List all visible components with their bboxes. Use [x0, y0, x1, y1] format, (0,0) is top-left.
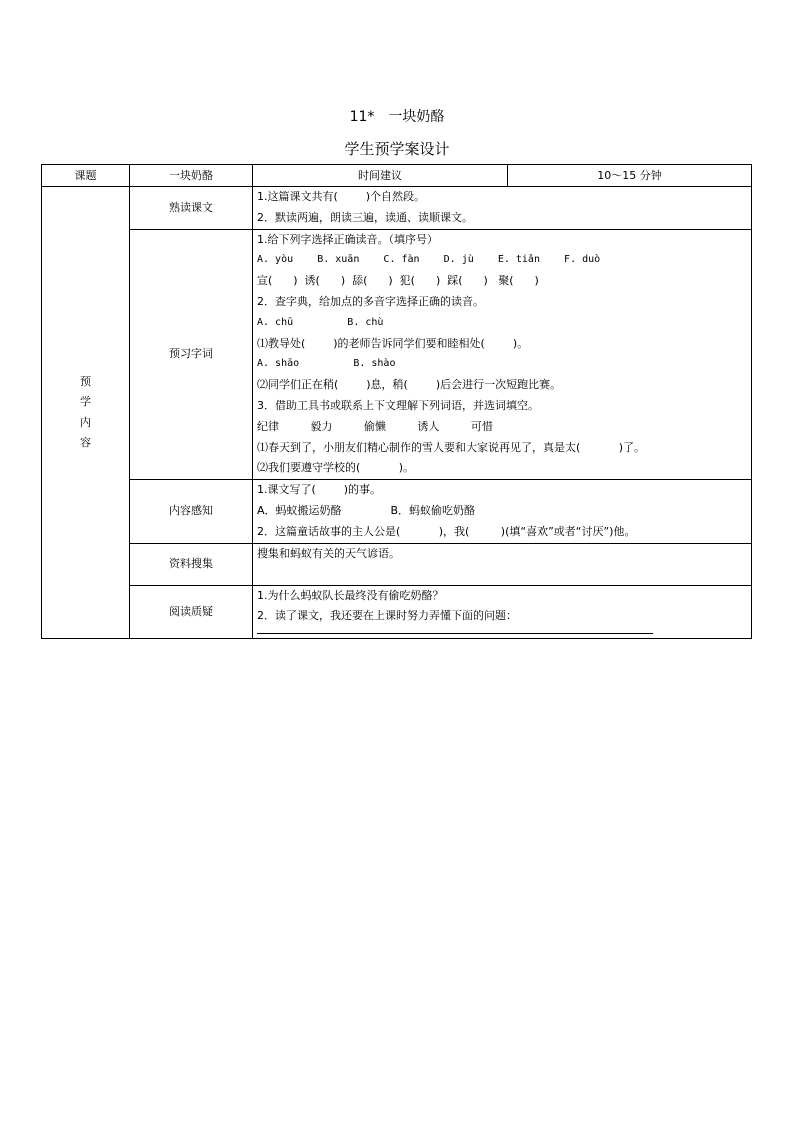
lesson-title: 一块奶酪 [388, 109, 445, 125]
content-line: 1.为什么蚂蚁队长最终没有偷吃奶酪？ [257, 588, 444, 602]
answer-blank-line[interactable] [257, 633, 653, 634]
content-line: 1.这篇课文共有( )个自然段。 [257, 190, 426, 203]
content-line: 2．默读两遍，朗读三遍，读通、读顺课文。 [257, 210, 473, 224]
time-label: 时间建议 [253, 165, 508, 187]
content-line: 1.课文写了( )的事。 [257, 483, 382, 497]
content-line: 搜集和蚂蚁有关的天气谚语。 [257, 546, 400, 560]
section-label: 内容感知 [130, 480, 253, 543]
topic-value: 一块奶酪 [130, 165, 253, 187]
section-row-vocabulary [42, 229, 752, 480]
side-char: 预 [80, 374, 91, 388]
lesson-number: 11* [349, 109, 375, 125]
side-char: 内 [80, 415, 91, 429]
content-line: A. yòu B. xuān C. fàn D. jù E. tiǎn F. duò [257, 254, 601, 266]
content-line: 2．这篇童话故事的主人公是( )，我( )(填“喜欢”或者“讨厌”)他。 [257, 524, 636, 538]
section-row-research [42, 543, 752, 585]
section-row-questions [42, 585, 752, 639]
preview-content-label [42, 187, 130, 639]
table-header-row [42, 165, 752, 187]
section-content [253, 229, 752, 480]
content-line: 2．查字典，给加点的多音字选择正确的读音。 [257, 294, 484, 308]
section-content [253, 585, 752, 639]
section-content [253, 187, 752, 230]
side-char: 学 [80, 395, 91, 409]
content-line: 2．读了课文，我还要在上课时努力弄懂下面的问题： [257, 609, 517, 623]
preview-plan-table [41, 164, 752, 639]
topic-label: 课题 [42, 165, 130, 187]
section-content [253, 543, 752, 585]
content-line: 3．借助工具书或联系上下文理解下列词语，并选词填空。 [257, 398, 539, 412]
section-label: 阅读质疑 [130, 585, 253, 639]
section-content [253, 480, 752, 543]
section-row-comprehension [42, 480, 752, 543]
content-line: ⑴春天到了，小朋友们精心制作的雪人要和大家说再见了，真是太( )了。 [257, 440, 646, 454]
section-label: 预习字词 [130, 229, 253, 480]
content-line: 宣( ) 诱( ) 舔( ) 犯( ) 踩( ) 聚( ) [257, 274, 539, 288]
side-char: 容 [80, 436, 91, 450]
content-line: A. shāo B. shào [257, 358, 396, 370]
page-subtitle: 学生预学案设计 [344, 140, 450, 158]
content-line: A．蚂蚁搬运奶酪 B．蚂蚁偷吃奶酪 [257, 503, 476, 517]
content-line: 纪律 毅力 偷懒 诱人 可惜 [257, 419, 493, 433]
lesson-heading [0, 106, 794, 126]
time-value: 10～15 分钟 [508, 165, 752, 187]
section-label: 熟读课文 [130, 187, 253, 230]
content-line: ⑴教导处( )的老师告诉同学们要和睦相处( )。 [257, 336, 529, 350]
section-label: 资料搜集 [130, 543, 253, 585]
content-line: 1.给下列字选择正确读音。（填序号） [257, 232, 438, 246]
section-row-reading [42, 187, 752, 230]
content-line: ⑵同学们正在稍( )息，稍( )后会进行一次短跑比赛。 [257, 378, 562, 392]
content-line: A. chū B. chù [257, 316, 384, 328]
content-line: ⑵我们要遵守学校的( )。 [257, 461, 415, 475]
